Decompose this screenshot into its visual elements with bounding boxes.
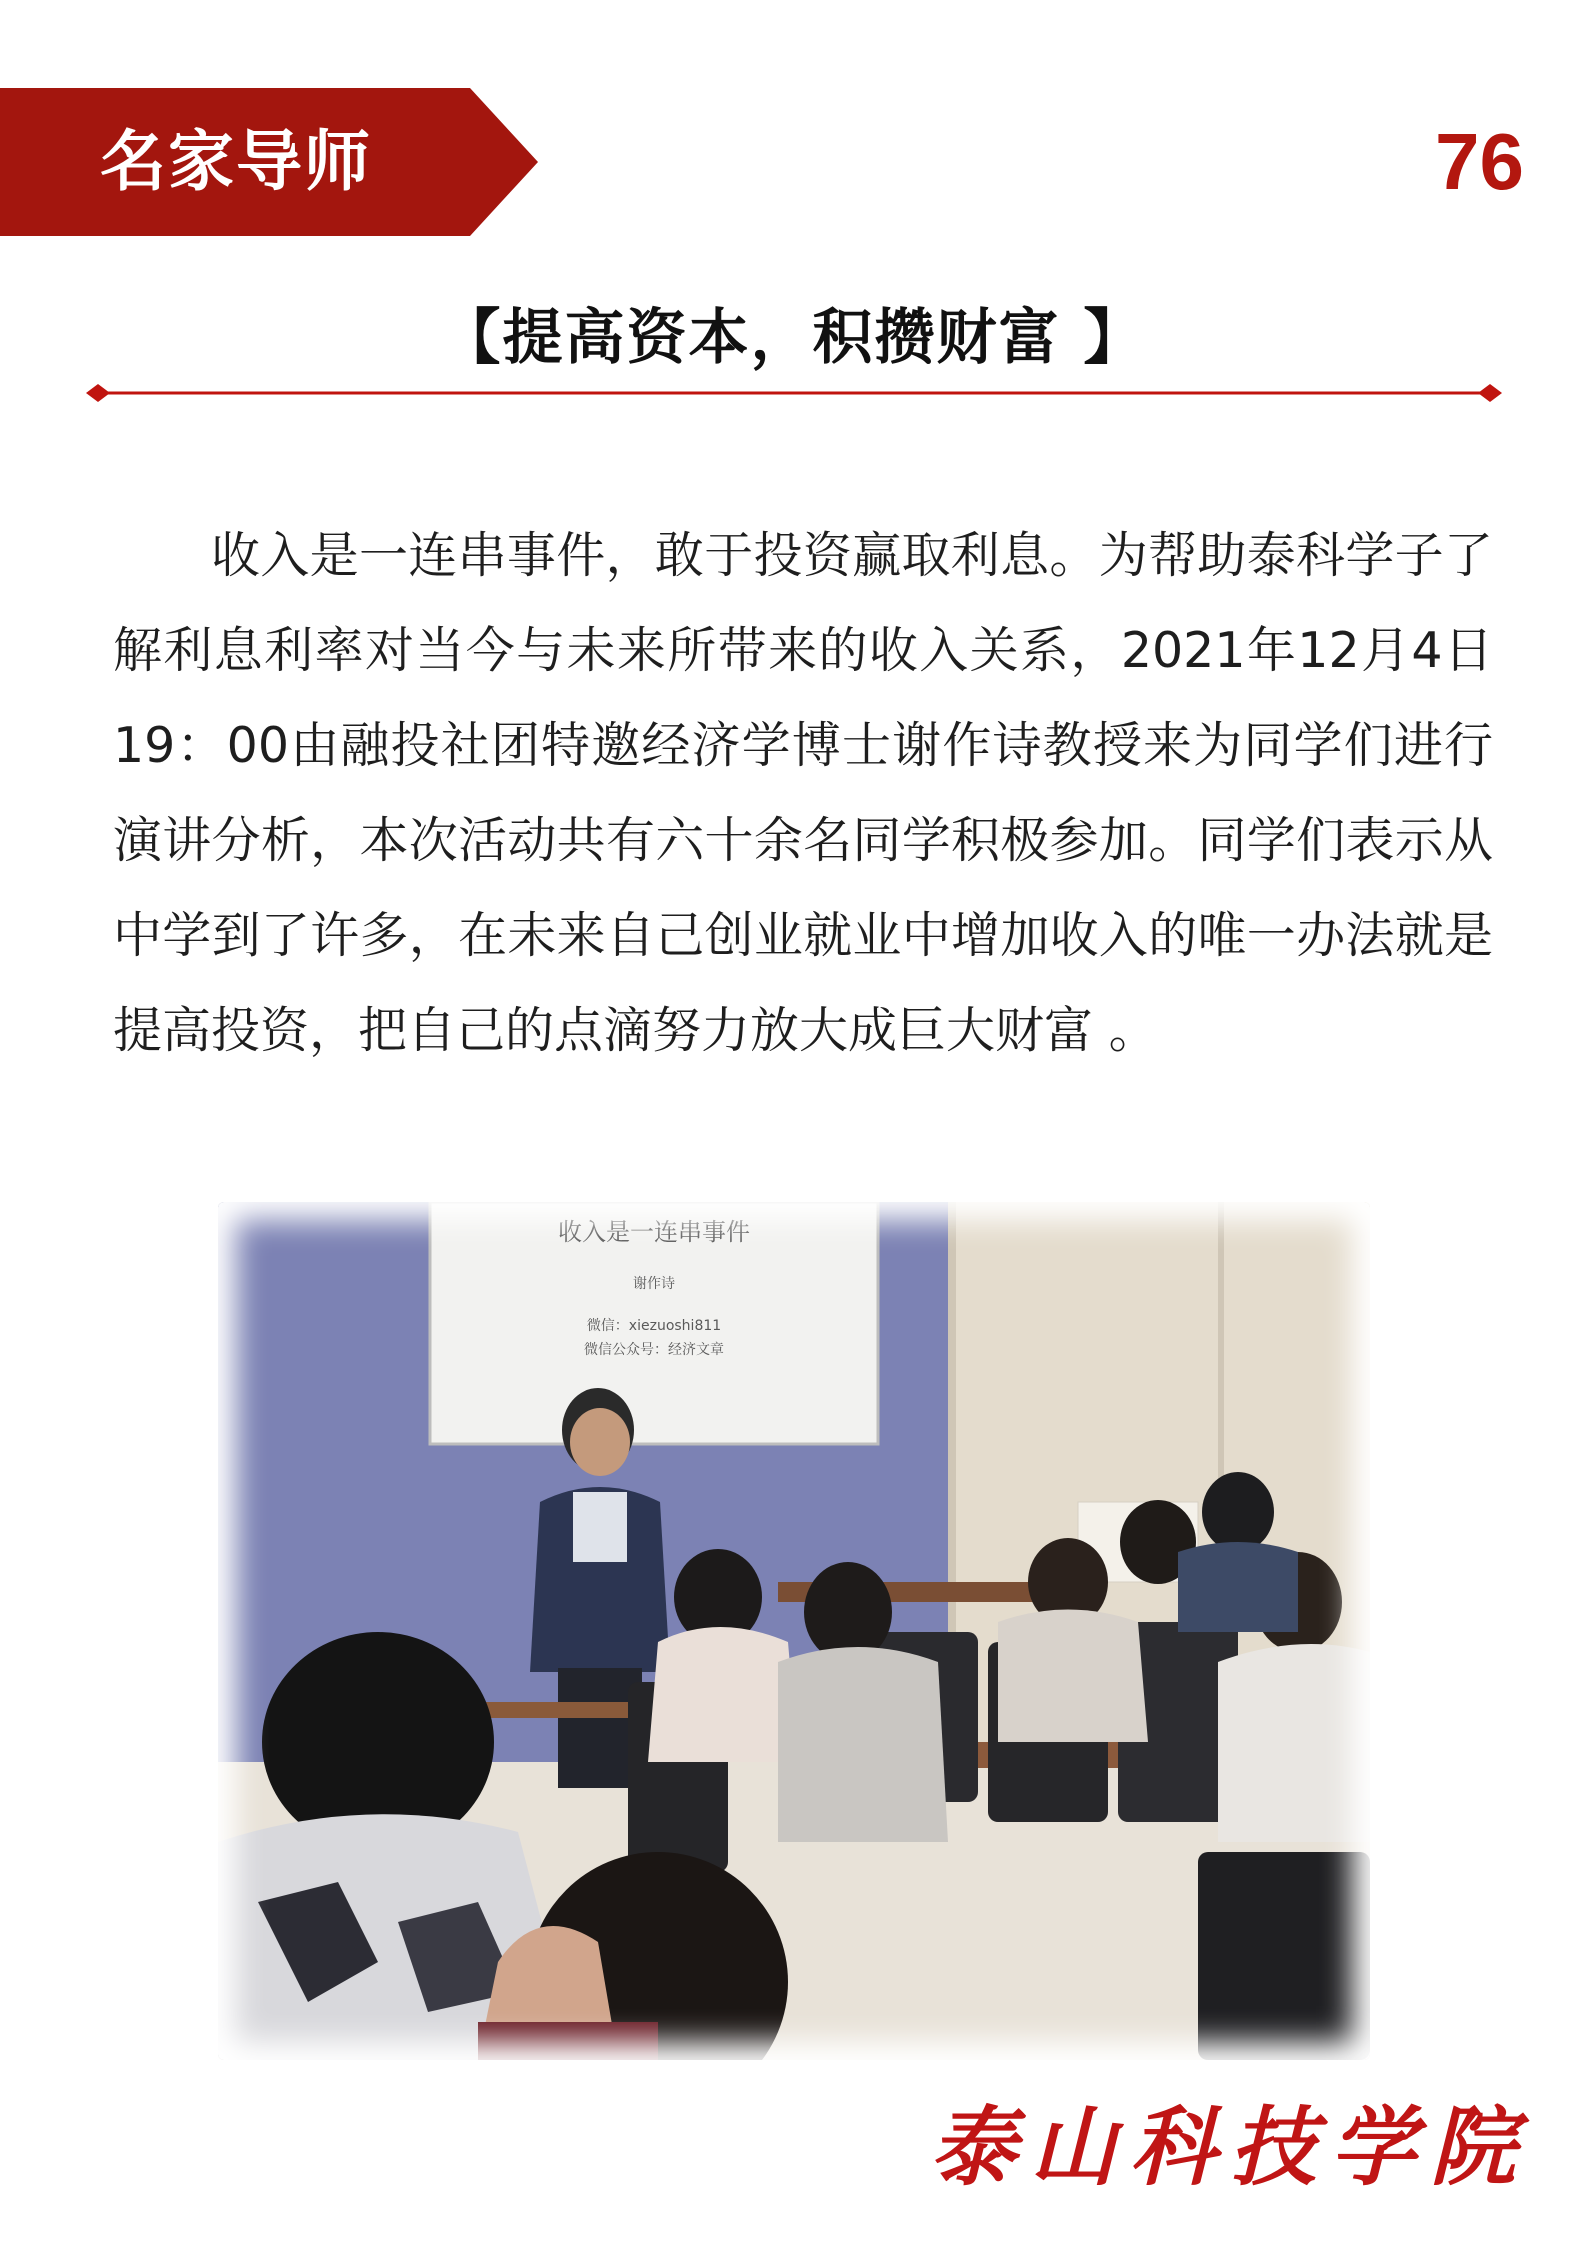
slide-wechat: 微信：xiezuoshi811 <box>586 1318 722 1334</box>
slide-author: 谢作诗 <box>633 1276 675 1292</box>
slide-title: 收入是一连串事件 <box>558 1218 750 1246</box>
article-heading: 【提高资本，积攒财富 】 <box>440 303 1146 373</box>
lecture-scene <box>218 1202 1370 2060</box>
school-logo-text: 泰山科技学院 <box>930 2097 1530 2198</box>
section-banner <box>0 88 538 236</box>
slide-official-account: 微信公众号：经济文章 <box>584 1342 724 1358</box>
heading-divider <box>84 378 1504 408</box>
article-body: 收入是一连串事件，敢于投资赢取利息。为帮助泰科学子了解利息利率对当今与未来所带来的收入关系，2021年12月4日19：00由融投社团特邀经济学博士谢作诗教授来为同学们进行演讲分析，本次活动共有六十余名同学积极参加。同学们表示从中学到了许多，在未来自己创业就业中增加收入的唯一办法就是提高投资，把自己的点滴努力放大成巨大财富 。 <box>113 527 1493 1059</box>
lecture-photo <box>218 1202 1370 2060</box>
page-number: 76 <box>1435 117 1524 206</box>
section-label: 名家导师 <box>100 123 372 200</box>
